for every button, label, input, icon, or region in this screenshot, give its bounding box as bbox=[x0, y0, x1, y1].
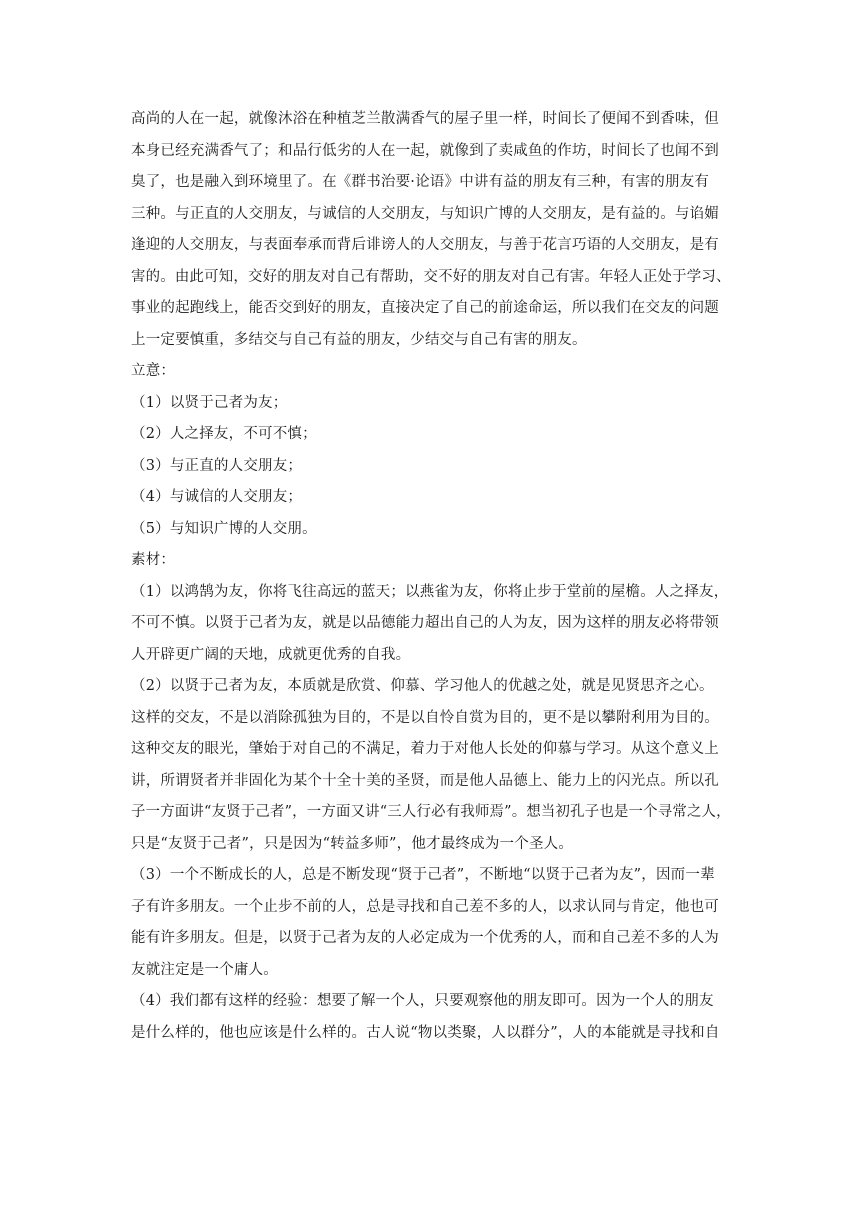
paragraph-line: （4）我们都有这样的经验：想要了解一个人，只要观察他的朋友即可。因为一个人的朋友 bbox=[131, 993, 714, 1009]
paragraph-line: 子一方面讲“友贤于己者”，一方面又讲“三人行必有我师焉”。想当初孔子也是一个寻常之人， bbox=[131, 804, 731, 820]
paragraph-line: 这种交友的眼光，肇始于对自己的不满足，着力于对他人长处的仰慕与学习。从这个意义上 bbox=[131, 741, 719, 757]
document-body bbox=[131, 104, 731, 1049]
list-item: （1）以贤于己者为友； bbox=[131, 394, 288, 411]
paragraph-line: 子有许多朋友。一个止步不前的人，总是寻找和自己差不多的人，以求认同与肯定，他也可 bbox=[131, 898, 719, 915]
paragraph-line: 能有许多朋友。但是，以贤于己者为友的人必定成为一个优秀的人，而和自己差不多的人为 bbox=[131, 930, 719, 946]
paragraph-line: 逢迎的人交朋友，与表面奉承而背后诽谤人的人交朋友，与善于花言巧语的人交朋友，是有 bbox=[131, 237, 719, 253]
section-heading-liyi: 立意： bbox=[131, 363, 176, 379]
list-item: （2）人之择友，不可不慎； bbox=[131, 426, 317, 442]
list-item: （5）与知识广博的人交朋。 bbox=[131, 520, 317, 537]
list-item: （3）与正直的人交朋友； bbox=[131, 457, 303, 474]
paragraph-line: 上一定要慎重，多结交与自己有益的朋友，少结交与自己有害的朋友。 bbox=[131, 331, 587, 348]
section-heading-sucai: 素材： bbox=[131, 552, 176, 568]
list-item: （4）与诚信的人交朋友； bbox=[131, 489, 303, 505]
paragraph-line: 害的。由此可知，交好的朋友对自己有帮助，交不好的朋友对自己有害。年轻人正处于学习、 bbox=[131, 268, 731, 285]
paragraph-line: 人开辟更广阔的天地，成就更优秀的自我。 bbox=[131, 646, 411, 663]
paragraph-line: 事业的起跑线上，能否交到好的朋友，直接决定了自己的前途命运，所以我们在交友的问题 bbox=[131, 300, 719, 316]
paragraph-line: 不可不慎。以贤于己者为友，就是以品德能力超出自己的人为友，因为这样的朋友必将带领 bbox=[131, 615, 719, 631]
paragraph-line: 是什么样的，他也应该是什么样的。古人说“物以类聚，人以群分”，人的本能就是寻找和自 bbox=[131, 1024, 720, 1041]
paragraph-line: （1）以鸿鹄为友，你将飞往高远的蓝天；以燕雀为友，你将止步于堂前的屋檐。人之择友， bbox=[131, 583, 729, 600]
paragraph-line: 臭了，也是融入到环境里了。在《群书治要·论语》中讲有益的朋友有三种，有害的朋友有 bbox=[131, 174, 710, 190]
paragraph-line: 这样的交友，不是以消除孤独为目的，不是以自怜自赏为目的，更不是以攀附利用为目的。 bbox=[131, 709, 719, 726]
paragraph-line: 只是“友贤于己者”，只是因为“转益多师”，他才最终成为一个圣人。 bbox=[131, 835, 574, 852]
paragraph-line: 三种。与正直的人交朋友，与诚信的人交朋友，与知识广博的人交朋友，是有益的。与谄媚 bbox=[131, 205, 719, 222]
paragraph-line: （3）一个不断成长的人，总是不断发现“贤于己者”，不断地“以贤于己者为友”，因而一辈 bbox=[131, 867, 715, 883]
paragraph-line: 高尚的人在一起，就像沐浴在种植芝兰散满香气的屋子里一样，时间长了便闻不到香味，但 bbox=[131, 111, 719, 127]
paragraph-line: 讲，所谓贤者并非固化为某个十全十美的圣贤，而是他人品德上、能力上的闪光点。所以孔 bbox=[131, 772, 719, 789]
paragraph-line: （2）以贤于己者为友，本质就是欣赏、仰慕、学习他人的优越之处，就是见贤思齐之心。 bbox=[131, 678, 714, 694]
paragraph-line: 友就注定是一个庸人。 bbox=[131, 961, 278, 978]
paragraph-line: 本身已经充满香气了；和品行低劣的人在一起，就像到了卖咸鱼的作坊，时间长了也闻不到 bbox=[131, 142, 719, 159]
